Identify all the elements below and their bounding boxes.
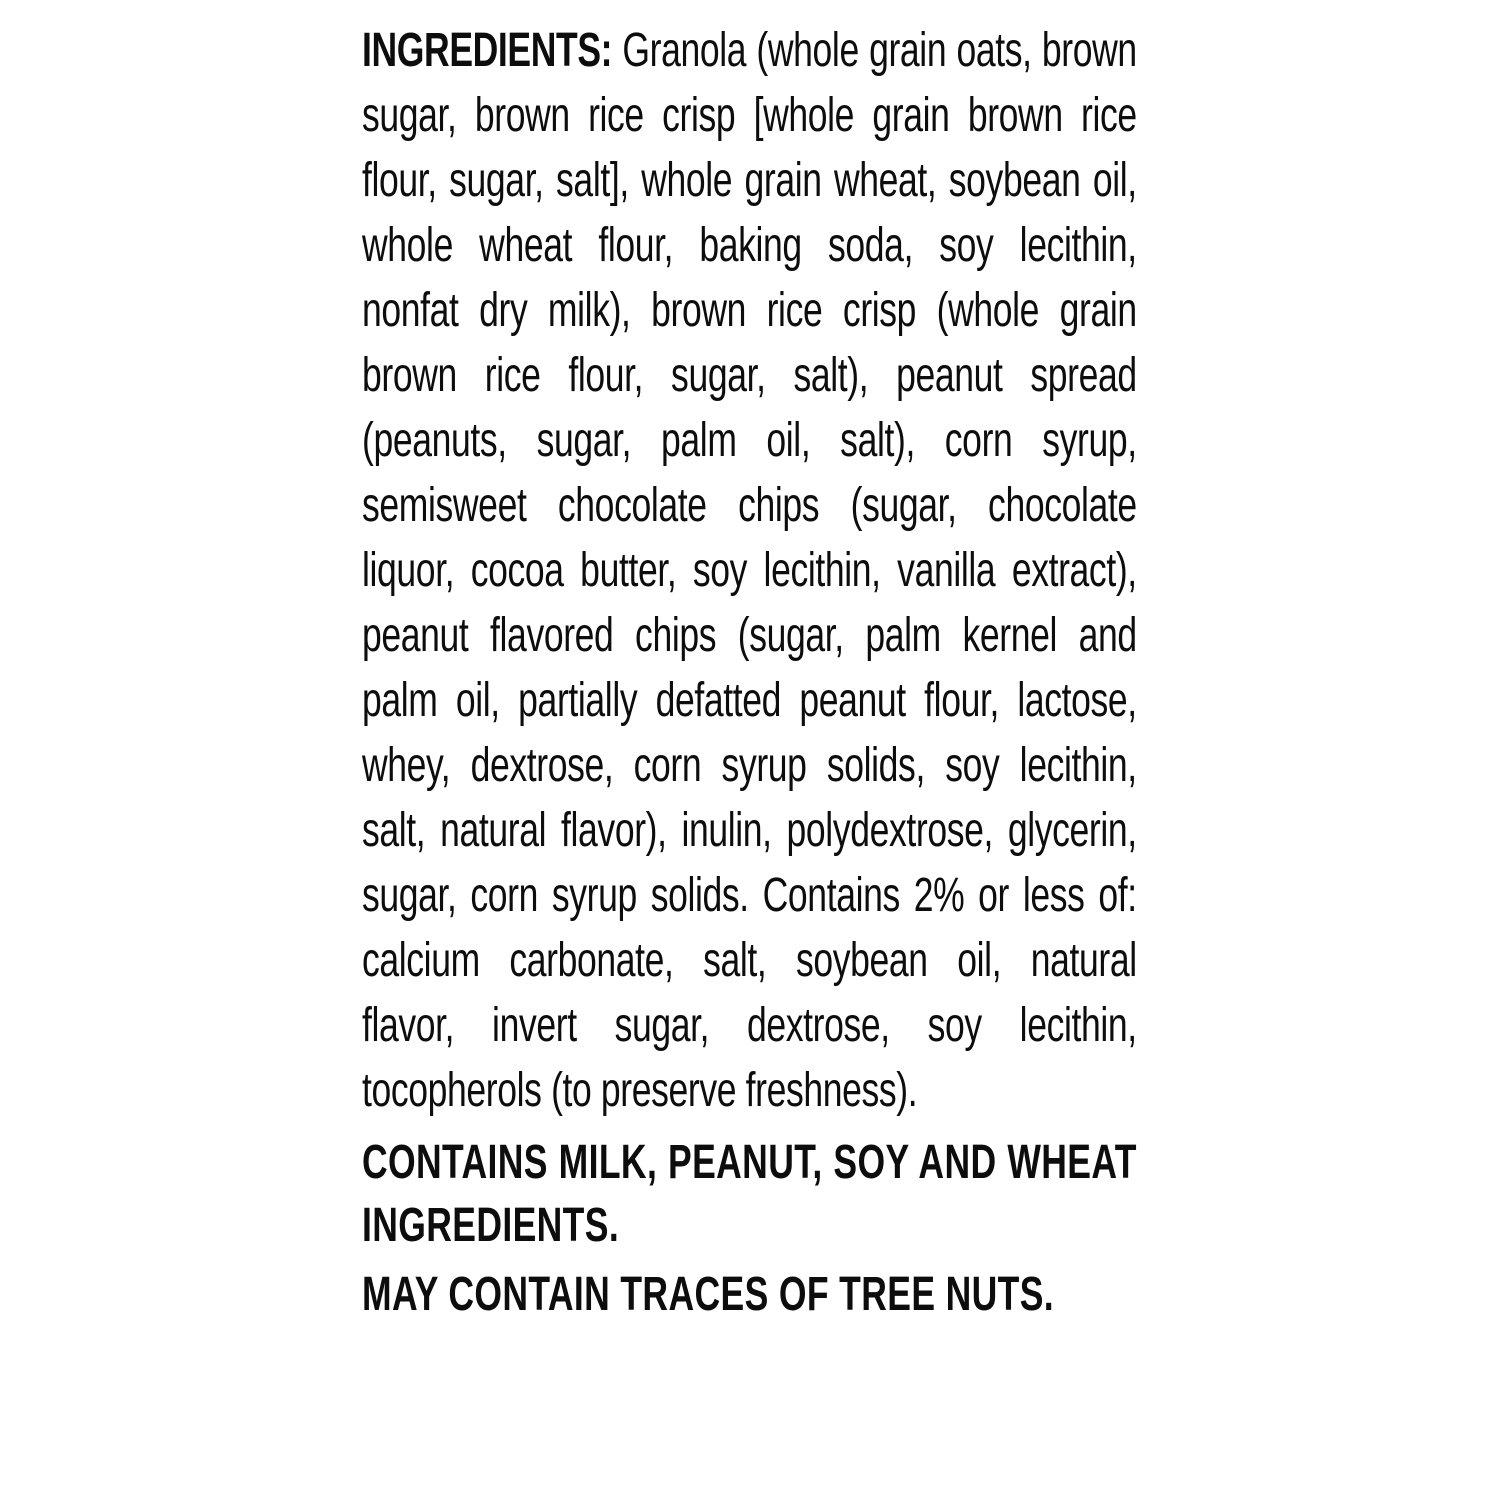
ingredients-paragraph [362,18,1137,1123]
allergen-traces-statement: MAY CONTAIN TRACES OF TREE NUTS. [362,1268,1055,1321]
ingredients-list: Granola (whole grain oats, brown sugar, brown rice crisp [whole grain brown rice flour, sugar, salt], whole grain wheat, soybean oil, whole wheat flour, baking soda, soy lecithin, nonfat dry milk), brown rice crisp (whole grain brown rice flour, sugar, salt), peanut spread (peanuts, sugar, palm oil, salt), corn syrup, semisweet chocolate chips (sugar, chocolate liquor, cocoa butter, soy lecithin, vanilla extract), peanut flavored chips (sugar, palm kernel and palm oil, partially defatted peanut flour, lactose, whey, dextrose, corn syrup solids, soy lecithin, salt, natural flavor), inulin, polydextrose, glycerin, sugar, corn syrup solids. Contains 2% or less of: calcium carbonate, salt, soybean oil, natural flavor, invert sugar, dextrose, soy lecithin, tocopherols (to preserve freshness). [362,24,1137,1117]
ingredients-label-panel [362,18,1137,1326]
allergen-contains-statement: CONTAINS MILK, PEANUT, SOY AND WHEAT INGREDIENTS. [362,1136,1137,1252]
ingredients-heading: INGREDIENTS: [362,24,613,77]
